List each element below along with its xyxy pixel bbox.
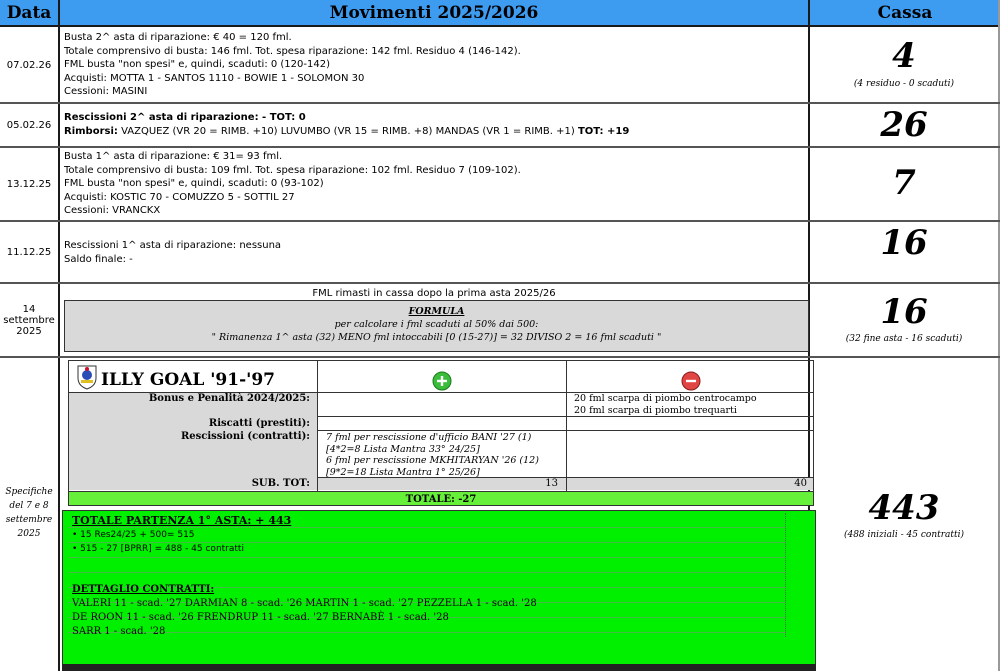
row-date: 13.12.25 [6,178,52,190]
movement-line [64,125,808,139]
cassa-value: 443 [868,488,940,528]
minus-circle-icon [681,371,701,391]
plus-rescissioni-list [326,432,564,478]
row-separator [0,220,1000,222]
row-date [0,284,58,356]
movement-line: Saldo finale: - [64,253,133,265]
row-separator [0,282,1000,284]
header-movimenti: Movimenti 2025/2026 [60,0,808,27]
movement-line: Cessioni: VRANCKX [64,205,161,216]
cassa-note: (4 residuo - 0 scaduti) [853,79,955,89]
movement-line: Acquisti: MOTTA 1 - SANTOS 1110 - BOWIE 1 - SOLOMON 30 [64,72,365,84]
date-month: settembre [3,314,55,326]
movement-line: Cessioni: MASINI [64,86,148,97]
label-rescissioni: Rescissioni (contratti): [180,431,310,442]
header-cassa: Cassa [810,0,1000,27]
row-date: 07.02.26 [6,59,52,71]
label-bonus: Bonus e Penalità 2024/2025: [148,393,310,404]
team-name: ILLY GOAL '91-'97 [101,370,275,390]
rimborsi-label: Rimborsi: [64,125,118,137]
cassa-note: (32 fine asta - 16 scaduti) [845,334,963,344]
cassa-value: 26 [880,105,928,145]
list-item: 20 fml scarpa di piombo centrocampo [574,393,757,404]
formula-line: " Rimanenza 1^ asta (32) MENO fml intoccabili [0 (15-27)] = 32 DIVISO 2 = 16 fml scaduti " [211,332,662,343]
cassa-value: 16 [880,292,928,332]
table-divider [317,360,318,491]
row-movement [60,111,808,143]
date-line: Specifiche [5,487,53,497]
row-separator [0,146,1000,148]
movement-line: Busta 1^ asta di riparazione: € 31= 93 fml. [64,151,283,162]
row-movement [60,31,808,101]
movement-line: FML busta "non spesi" e, quindi, scaduti: 0 (120-142) [64,59,330,70]
movement-line: Totale comprensivo di busta: 146 fml. Tot. spesa riparazione: 142 fml. Residuo 4 (146-142). [64,45,521,57]
list-item: 7 fml per rescissione d'ufficio BANI '27 (1) [326,432,532,443]
cassa-value: 7 [892,163,916,203]
grid-row [68,558,785,573]
cassa-value: 16 [880,223,928,263]
list-item: 20 fml scarpa di piombo trequarti [574,405,737,416]
cassa-value: 4 [892,36,916,76]
movement-line: Busta 2^ asta di riparazione: € 40 = 120 fml. [64,32,292,43]
header-data: Data [0,0,58,27]
row-date: 11.12.25 [6,246,52,258]
list-item: [4*2=8 Lista Mantra 33° 24/25] [326,443,480,455]
list-item: [9*2=18 Lista Mantra 1° 25/26] [326,466,480,478]
movement-line: Acquisti: KOSTIC 70 - COMUZZO 5 - SOTTIL 27 [64,191,295,203]
specifiche-date [0,485,58,549]
fml-title: FML rimasti in cassa dopo la prima asta 2025/26 [312,288,556,299]
plus-circle-icon [432,371,452,391]
rimborsi-total: TOT: +19 [577,125,630,137]
partenza-line: • 515 - 27 [BPRR] = 488 - 45 contratti [72,544,244,554]
partenza-bottom-border [62,664,816,671]
subtot-minus: 40 [794,478,807,489]
formula-title: FORMULA [408,306,465,317]
partenza-line: • 15 Res24/25 + 500= 515 [72,530,195,540]
row-separator [0,356,1000,358]
date-day: 14 [22,303,36,315]
label-subtot: SUB. TOT: [251,478,310,489]
dettaglio-title: DETTAGLIO CONTRATTI: [72,584,215,595]
partenza-title: TOTALE PARTENZA 1° ASTA: + 443 [72,514,292,527]
dettaglio-line: VALERI 11 - scad. '27 DARMIAN 8 - scad. '26 MARTIN 1 - scad. '27 PEZZELLA 1 - scad. '28 [72,598,537,609]
row-separator [0,102,1000,104]
date-line: del 7 e 8 [9,501,49,511]
formula-box [64,300,809,352]
movement-line: Rescissioni 1^ asta di riparazione: nessuna [64,240,282,251]
movement-line: Totale comprensivo di busta: 109 fml. Tot. spesa riparazione: 102 fml. Residuo 7 (109-102). [64,164,521,176]
rimborsi-text: VAZQUEZ (VR 20 = RIMB. +10) LUVUMBO (VR 15 = RIMB. +8) MANDAS (VR 1 = RIMB. +1) [117,125,578,137]
totale-bar: TOTALE: -27 [68,491,814,506]
row-movement [60,239,808,269]
team-crest-icon [76,364,98,390]
date-line: settembre [5,515,53,525]
subtot-plus: 13 [545,478,558,489]
formula-line: per calcolare i fml scaduti al 50% dai 500: [334,319,539,330]
dettaglio-line: DE ROON 11 - scad. '26 FRENDRUP 11 - scad. '27 BERNABÈ 1 - scad. '28 [72,612,449,623]
row-movement [60,150,808,220]
movement-line: FML busta "non spesi" e, quindi, scaduti: 0 (93-102) [64,178,324,189]
dettaglio-line: SARR 1 - scad. '28 [72,626,166,637]
table-divider [566,360,567,491]
list-item: 6 fml per rescissione MKHITARYAN '26 (12) [326,455,539,466]
label-riscatti: Riscatti (prestiti): [208,418,310,429]
cassa-note: (488 iniziali - 45 contratti) [843,530,965,540]
minus-bonus-list [574,393,812,417]
date-line: 2025 [17,529,41,539]
row-date: 05.02.26 [6,119,52,131]
movement-line: Rescissioni 2^ asta di riparazione: - TOT: 0 [64,112,306,123]
date-year: 2025 [16,325,42,337]
